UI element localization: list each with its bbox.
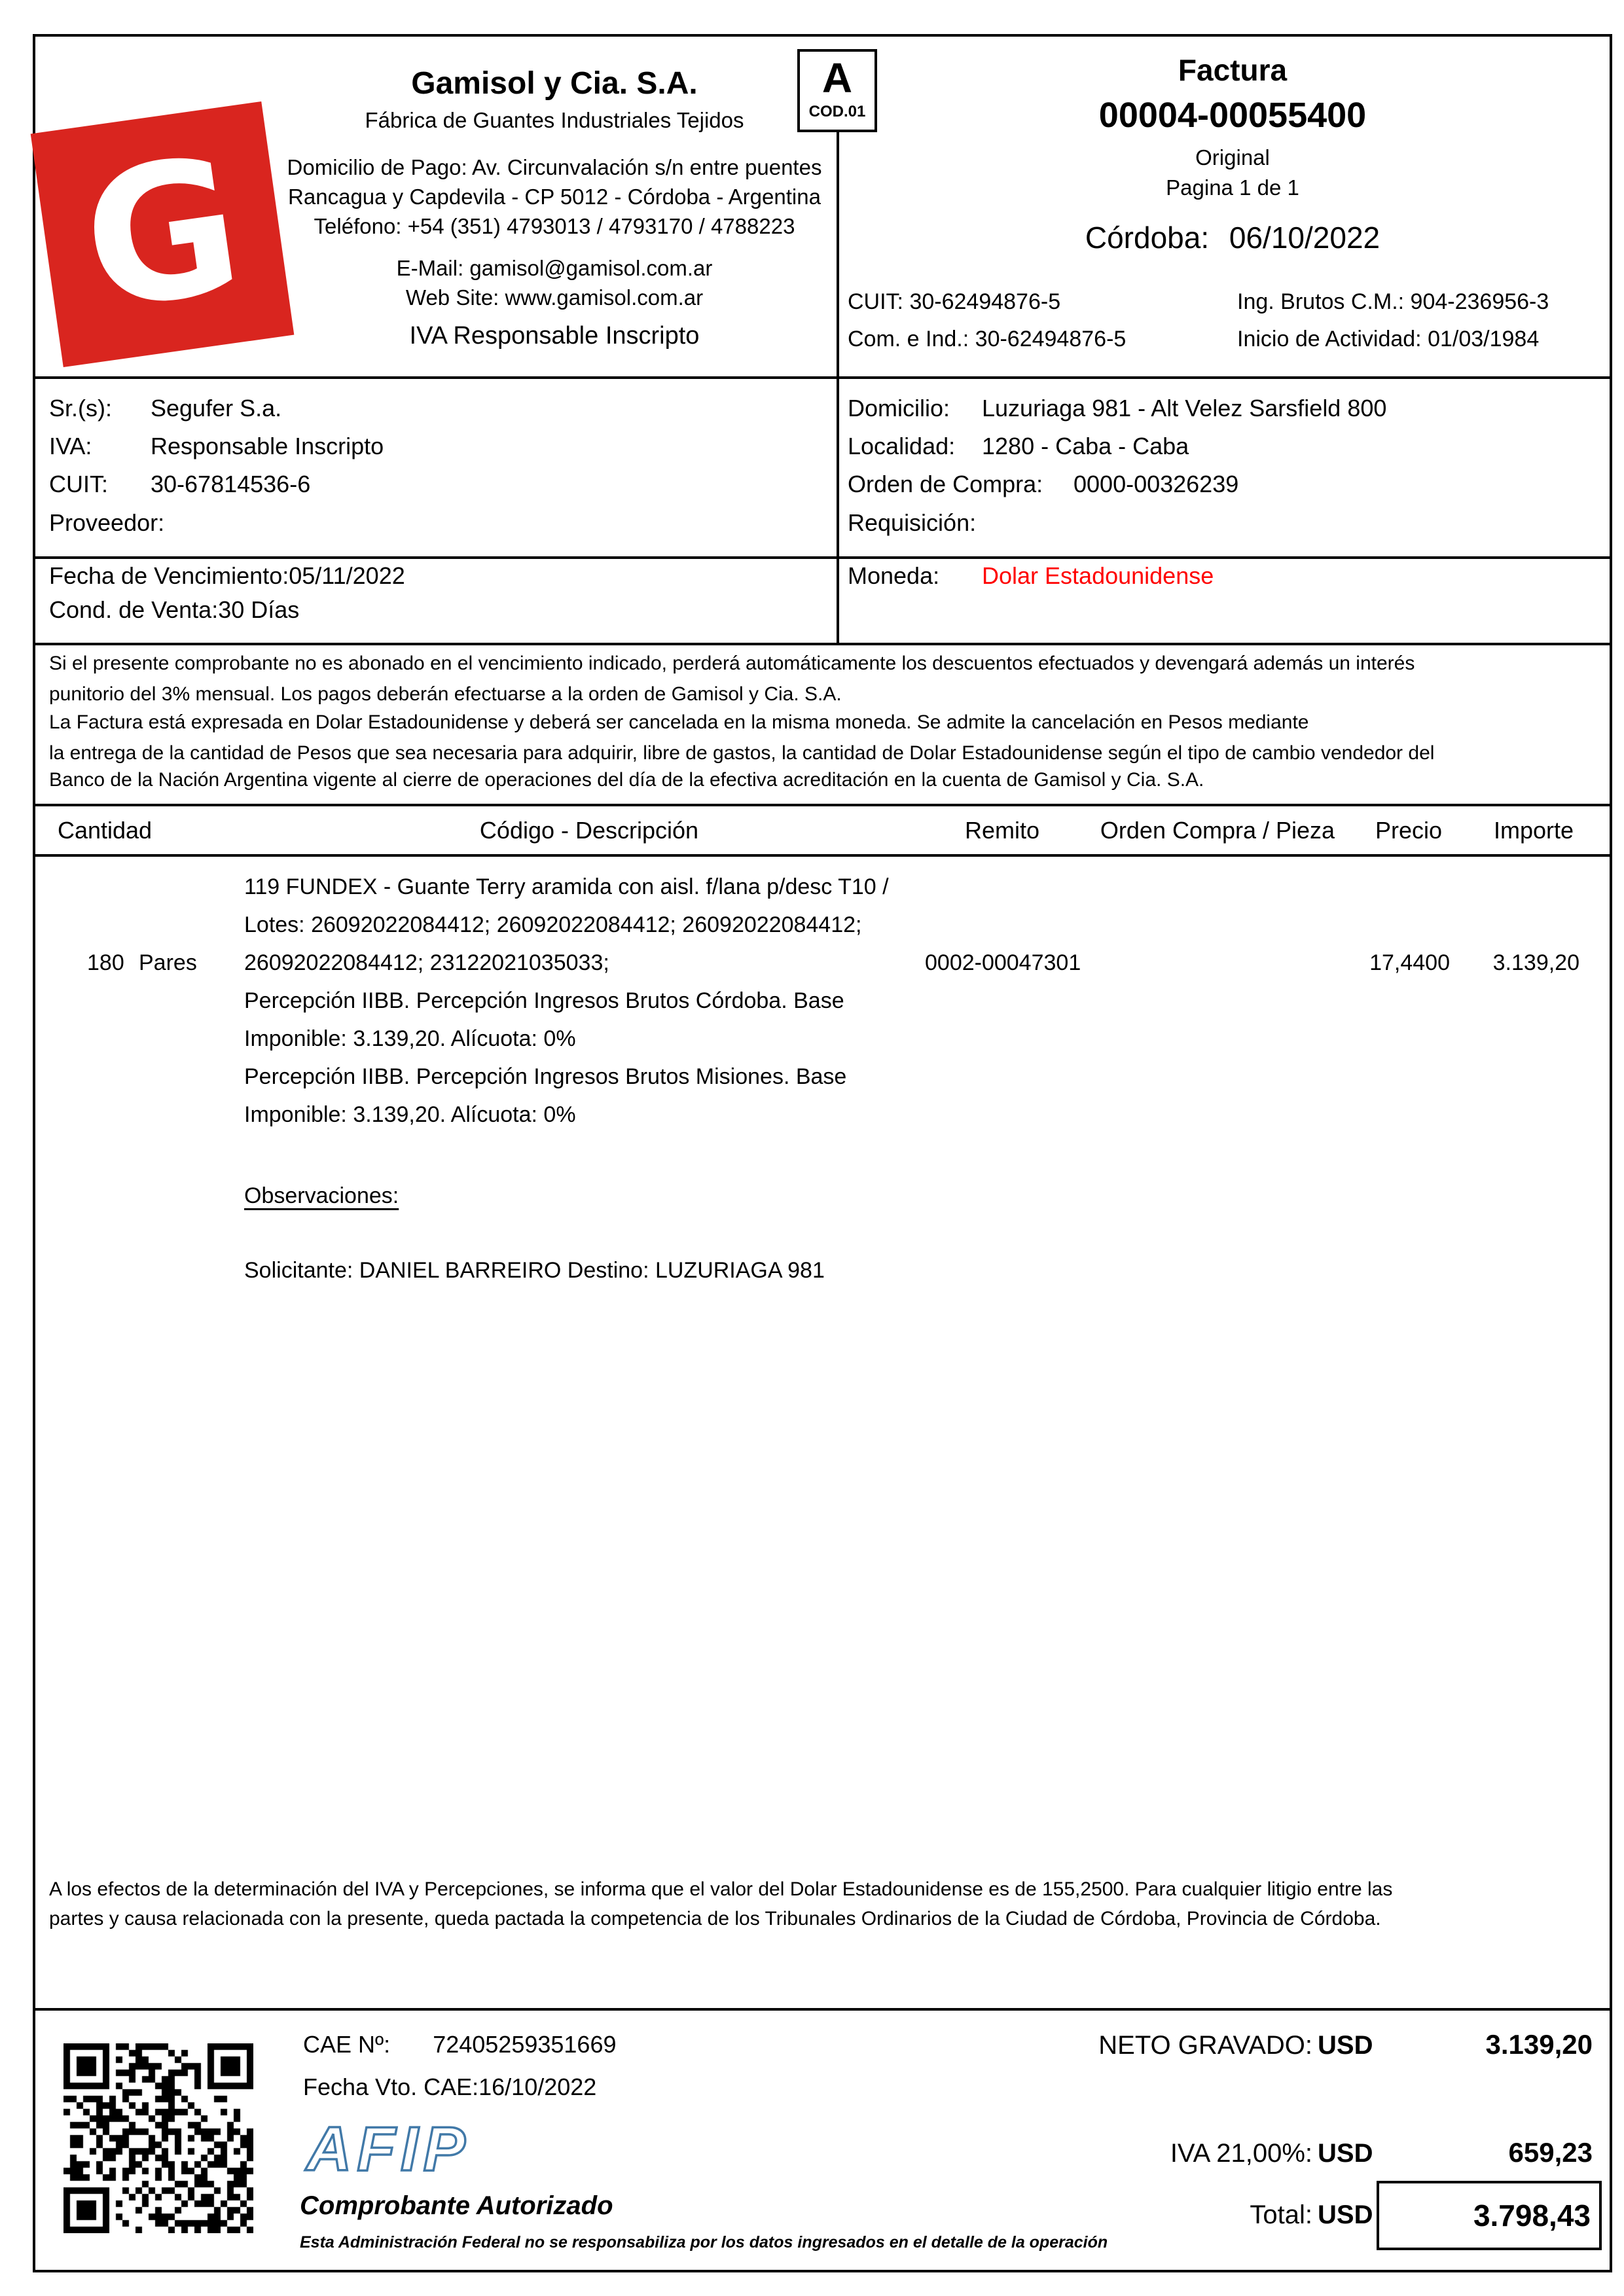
cae-label: CAE Nº:: [303, 2031, 391, 2058]
header-vertical-divider: [837, 132, 839, 645]
total-value: 3.798,43: [1473, 2198, 1591, 2233]
customer-bottom-line: [33, 643, 1612, 645]
legal-line: partes y causa relacionada con la presente, queda pactada la competencia de los Tribunales Ordinarios de la Ciudad de Córdoba, Provincia de Córdoba.: [49, 1908, 1381, 1929]
company-phone: Teléfono: +54 (351) 4793013 / 4793170 / 4788223: [314, 214, 795, 238]
ing-brutos-value: 904-236956-3: [1410, 289, 1549, 314]
company-cuit: [848, 289, 1060, 315]
company-ing-brutos: [1237, 289, 1549, 315]
company-website: Web Site: www.gamisol.com.ar: [405, 285, 704, 310]
moneda-value: Dolar Estadounidense: [982, 562, 1214, 589]
ing-brutos-label: Ing. Brutos C.M.:: [1237, 289, 1405, 314]
invoice-number: 00004-00055400: [1098, 96, 1367, 135]
inicio-label: Inicio de Actividad:: [1237, 327, 1422, 351]
item-description-line: Percepción IIBB. Percepción Ingresos Brutos Misiones. Base: [244, 1064, 847, 1089]
col-header-orden-compra-pieza: Orden Compra / Pieza: [1100, 817, 1335, 844]
customer-row-divider-line: [33, 556, 1612, 559]
company-address-line2: Rancagua y Capdevila - CP 5012 - Córdoba - Argentina: [288, 185, 821, 209]
iva-21-value: 659,23: [1508, 2137, 1593, 2168]
observaciones-label: Observaciones:: [244, 1183, 399, 1208]
total-label: Total:: [1250, 2200, 1312, 2229]
cond-venta-label: Cond. de Venta:: [49, 596, 219, 623]
item-description-line: 119 FUNDEX - Guante Terry aramida con aisl. f/lana p/desc T10 /: [244, 874, 889, 899]
header-divider-line: [33, 376, 1612, 379]
total-currency: USD: [1318, 2200, 1373, 2229]
customer-sr-label: Sr.(s):: [49, 395, 112, 422]
company-name: Gamisol y Cia. S.A.: [411, 66, 698, 101]
inicio-value: 01/03/1984: [1428, 327, 1540, 351]
cae-vencimiento-row: [303, 2073, 596, 2101]
item-description-line: Percepción IIBB. Percepción Ingresos Brutos Córdoba. Base: [244, 988, 844, 1013]
customer-domicilio-label: Domicilio:: [848, 395, 950, 422]
iva-currency: USD: [1318, 2139, 1373, 2168]
cond-venta-value: 30 Días: [218, 596, 300, 623]
col-header-cantidad: Cantidad: [57, 817, 153, 844]
invoice-page-count: Pagina 1 de 1: [1166, 175, 1299, 200]
table-header-underline: [33, 854, 1612, 857]
customer-orden-compra-label: Orden de Compra:: [848, 471, 1043, 497]
vencimiento-row: [49, 562, 405, 590]
company-inicio-actividad: [1237, 327, 1539, 352]
afip-logo: [296, 2115, 512, 2183]
customer-sr-value: Segufer S.a.: [151, 395, 282, 422]
item-description-line: Imponible: 3.139,20. Alícuota: 0%: [244, 1102, 576, 1127]
legal-line: A los efectos de la determinación del IVA y Percepciones, se informa que el valor del Dolar Estadounidense es de 155,2500. Para cualquier litigio entre las: [49, 1878, 1393, 1900]
item-quantity: 180: [87, 950, 124, 975]
customer-localidad-value: 1280 - Caba - Caba: [982, 433, 1189, 459]
moneda-label: Moneda:: [848, 562, 940, 589]
cae-vencimiento-label: Fecha Vto. CAE:: [303, 2073, 479, 2100]
company-subtitle: Fábrica de Guantes Industriales Tejidos: [365, 108, 744, 132]
qr-code: [63, 2043, 253, 2233]
customer-iva-value: Responsable Inscripto: [151, 433, 384, 459]
cae-row: [303, 2031, 617, 2058]
company-cuit-label: CUIT:: [848, 289, 903, 314]
customer-requisicion-label: Requisición:: [848, 509, 977, 536]
item-unit: Pares: [139, 950, 197, 975]
company-logo: [31, 101, 295, 367]
customer-orden-compra-value: 0000-00326239: [1074, 471, 1239, 497]
invoice-copy-type: Original: [1195, 145, 1270, 170]
vencimiento-value: 05/11/2022: [289, 562, 405, 589]
company-com-ind: [848, 327, 1126, 352]
neto-gravado-label: NETO GRAVADO:: [1098, 2031, 1312, 2060]
terms-line: La Factura está expresada en Dolar Estadounidense y deberá ser cancelada en la misma moneda. Se admite la cancelación en Pesos mediante: [49, 711, 1309, 733]
company-cuit-value: 30-62494876-5: [909, 289, 1061, 314]
iva-21-label: IVA 21,00%:: [1170, 2139, 1312, 2168]
col-header-remito: Remito: [964, 817, 1040, 844]
com-ind-label: Com. e Ind.:: [848, 327, 969, 351]
item-remito: 0002-00047301: [925, 950, 1081, 975]
solicitante-line: Solicitante: DANIEL BARREIRO Destino: LUZURIAGA 981: [244, 1258, 825, 1283]
afip-logo-text: AFIP: [306, 2115, 471, 2183]
item-precio: 17,4400: [1369, 950, 1450, 975]
customer-domicilio-value: Luzuriaga 981 - Alt Velez Sarsfield 800: [982, 395, 1387, 422]
terms-line: Banco de la Nación Argentina vigente al cierre de operaciones del día de la efectiva acreditación en la cuenta de Gamisol y Cia. S.A.: [49, 769, 1204, 791]
col-header-importe: Importe: [1493, 817, 1574, 844]
com-ind-value: 30-62494876-5: [975, 327, 1127, 351]
customer-proveedor-label: Proveedor:: [49, 509, 165, 536]
col-header-precio: Precio: [1375, 817, 1443, 844]
col-header-codigo-descripcion: Código - Descripción: [479, 817, 699, 844]
terms-line: la entrega de la cantidad de Pesos que sea necesaria para adquirir, libre de gastos, la cantidad de Dolar Estadounidense según el tipo de cambio vendedor del: [49, 742, 1435, 764]
page-border: [33, 34, 1612, 2272]
doc-type-box: [797, 49, 877, 132]
neto-gravado-value: 3.139,20: [1485, 2029, 1593, 2060]
company-iva-status: IVA Responsable Inscripto: [409, 322, 700, 350]
invoice-title: Factura: [1178, 53, 1288, 87]
doc-type-code: COD.01: [808, 103, 866, 120]
invoice-date: 06/10/2022: [1229, 221, 1380, 255]
item-description-line: Lotes: 26092022084412; 26092022084412; 26092022084412;: [244, 912, 862, 937]
item-importe: 3.139,20: [1492, 950, 1579, 975]
neto-currency: USD: [1318, 2031, 1373, 2060]
item-description-line: 26092022084412; 23122021035033;: [244, 950, 609, 975]
company-email: E-Mail: gamisol@gamisol.com.ar: [396, 256, 713, 280]
cae-value: 72405259351669: [433, 2031, 617, 2058]
customer-cuit-value: 30-67814536-6: [151, 471, 311, 497]
terms-line: punitorio del 3% mensual. Los pagos deberán efectuarse a la orden de Gamisol y Cia. S.A.: [49, 683, 842, 705]
terms-line: Si el presente comprobante no es abonado en el vencimiento indicado, perderá automáticamente los descuentos efectuados y devengará además un interés: [49, 653, 1415, 674]
company-address-line1: Domicilio de Pago: Av. Circunvalación s/n entre puentes: [287, 155, 822, 179]
item-description-line: Imponible: 3.139,20. Alícuota: 0%: [244, 1026, 576, 1051]
cae-vencimiento-value: 16/10/2022: [478, 2073, 597, 2100]
vencimiento-label: Fecha de Vencimiento:: [49, 562, 289, 589]
company-logo-letter: G: [71, 115, 253, 353]
invoice-city-date: [969, 220, 1496, 255]
table-top-line: [33, 804, 1612, 806]
afip-disclaimer: Esta Administración Federal no se responsabiliza por los datos ingresados en el detalle de la operación: [300, 2233, 1108, 2251]
customer-iva-label: IVA:: [49, 433, 92, 459]
customer-cuit-label: CUIT:: [49, 471, 108, 497]
invoice-city-label: Córdoba:: [1085, 221, 1210, 255]
comprobante-autorizado-label: Comprobante Autorizado: [300, 2191, 613, 2220]
doc-type-letter: A: [821, 54, 853, 101]
footer-divider-line: [33, 2008, 1612, 2011]
cond-venta-row: [49, 596, 299, 624]
customer-localidad-label: Localidad:: [848, 433, 956, 459]
